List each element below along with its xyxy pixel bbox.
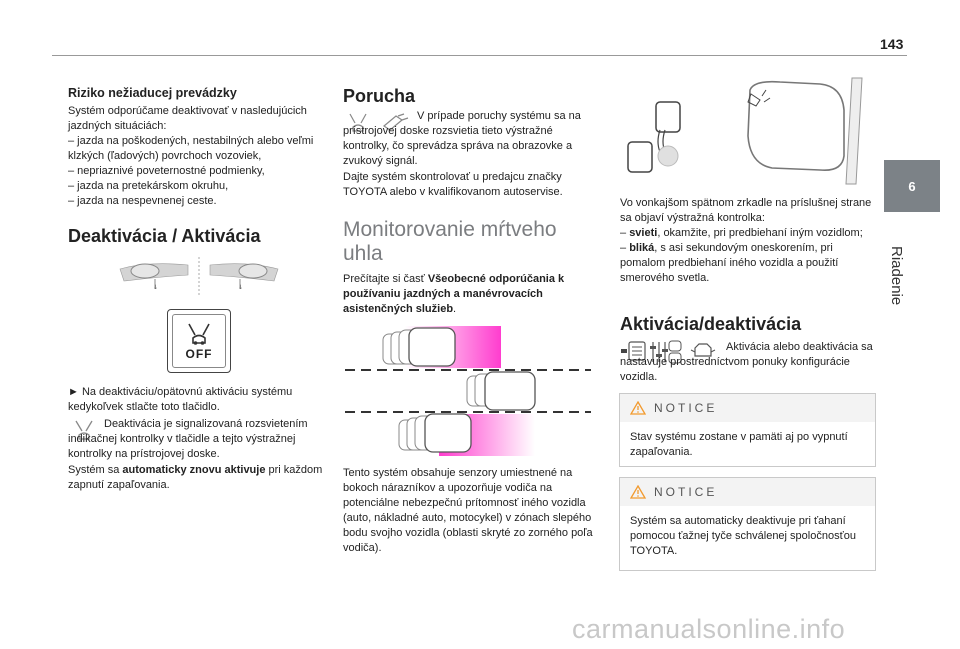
- svg-text:↓: ↓: [153, 284, 159, 291]
- mirror-intro: Vo vonkajšom spätnom zrkadle na príslušnej strane sa objaví výstražná kontrolka:: [620, 197, 872, 224]
- reactivation-c: pri každom zapnutí zapaľovania.: [68, 464, 323, 491]
- read-a: Prečítajte si časť: [343, 273, 428, 285]
- fault-text: V prípade poruchy systému sa na prístrojovej doske rozsvietia tieto výstražné kontrolky, čo sprevádza správa na obrazovke a zvukový signál.: [343, 110, 581, 167]
- chapter-tab[interactable]: 6: [884, 160, 940, 212]
- risk-text: [68, 104, 330, 209]
- notice-box-2: [619, 477, 876, 571]
- dashboard-illustration: [118, 255, 280, 297]
- notice-label: NOTICE: [654, 485, 718, 499]
- risk-item: – jazda na poškodených, nestabilných alebo veľmi klzkých (ľadových) povrchoch vozoviek,: [68, 135, 314, 162]
- bsm-off-button[interactable]: [167, 309, 231, 373]
- deactivation-text: [68, 385, 330, 415]
- button-inner-frame: [172, 314, 226, 368]
- item-blink-bold: bliká: [629, 242, 655, 254]
- warning-triangle-icon: [630, 485, 646, 499]
- item-on-rest: , okamžite, pri predbiehaní iným vozidlom;: [657, 227, 863, 239]
- read-c: .: [453, 303, 457, 315]
- reactivation-a: Systém sa: [68, 464, 123, 476]
- blind-spot-icon: [183, 321, 215, 347]
- blind-spot-illustration: [343, 324, 593, 459]
- notice-text: Systém sa automaticky deaktivuje pri ťahaní pomocou ťažnej tyče schválenej spoločnosťou TOYOTA.: [630, 515, 856, 557]
- fault-heading: Porucha: [343, 86, 416, 106]
- notice-header: [620, 478, 875, 506]
- risk-intro: Systém odporúčame deaktivovať v nasledujúcich jazdných situáciách:: [68, 105, 307, 132]
- read-bold: Všeobecné odporúčania k používaniu jazdných a manévrovacích asistenčných služieb: [343, 273, 565, 315]
- reactivation-text: [68, 463, 330, 493]
- page-number: 143: [880, 36, 904, 52]
- risk-item: – jazda na pretekárskom okruhu,: [68, 180, 229, 192]
- press-instruction: ► Na deaktiváciu/opätovnú aktiváciu systému kedykoľvek stlačte toto tlačidlo.: [68, 386, 293, 413]
- deactivation-heading: Deaktivácia / Aktivácia: [68, 226, 261, 246]
- activation-heading: Aktivácia/deaktivácia: [620, 314, 802, 334]
- watermark: carmanualsonline.info: [572, 614, 846, 644]
- item-on-bold: svieti: [629, 227, 658, 239]
- mirror-text: [620, 196, 875, 286]
- notice-box-1: [619, 393, 876, 467]
- warning-triangle-icon: [630, 401, 646, 415]
- off-label: OFF: [185, 347, 213, 361]
- notice-header: [620, 394, 875, 422]
- sensor-text: Tento systém obsahuje senzory umiestnené na bokoch nárazníkov a upozorňuje vodiča na potenciálne nebezpečnú prítomnosť iného vozidla (auto, nákladné auto, motocykel) v zónach slepého bodu svojho vozidla (oblasti skryté zo zorného poľa vodiča).: [343, 467, 593, 554]
- dash: –: [620, 242, 630, 254]
- mirror-item-blink: [620, 241, 875, 286]
- chapter-label: Riadenie: [888, 246, 905, 306]
- svg-text:↓: ↓: [238, 284, 244, 291]
- read-reference: [343, 272, 593, 317]
- item-blink-rest: , s asi sekundovým oneskorením, pri pomalom predbiehaní iného vozidla a použití smerového svetla.: [620, 242, 839, 284]
- risk-item: – jazda na nespevnenej ceste.: [68, 195, 217, 207]
- notice-label: NOTICE: [654, 401, 718, 415]
- risk-item: – nepriaznivé poveternostné podmienky,: [68, 165, 265, 177]
- signal-text: Deaktivácia je signalizovaná rozsvietením indikačnej kontrolky v tlačidle a tejto výstražnej kontrolky na prístrojovej doske.: [68, 418, 308, 460]
- notice-text: Stav systému zostane v pamäti aj po vypnutí zapaľovania.: [630, 431, 848, 458]
- reactivation-bold: automaticky znovu aktivuje: [122, 464, 266, 476]
- risk-heading: Riziko nežiaducej prevádzky: [68, 86, 237, 100]
- activation-text: Aktivácia alebo deaktivácia sa nastavuje prostredníctvom ponuky konfigurácie vozidla.: [620, 341, 873, 383]
- mirror-item-on: [620, 226, 875, 241]
- monitor-heading: Monitorovanie mŕtveho uhla: [343, 218, 557, 265]
- header-divider: [52, 55, 907, 56]
- fault-text-2: Dajte systém skontrolovať u predajcu značky TOYOTA alebo v kvalifikovanom autoservise.: [343, 171, 563, 198]
- dash: –: [620, 227, 630, 239]
- mirror-illustration: [620, 76, 870, 186]
